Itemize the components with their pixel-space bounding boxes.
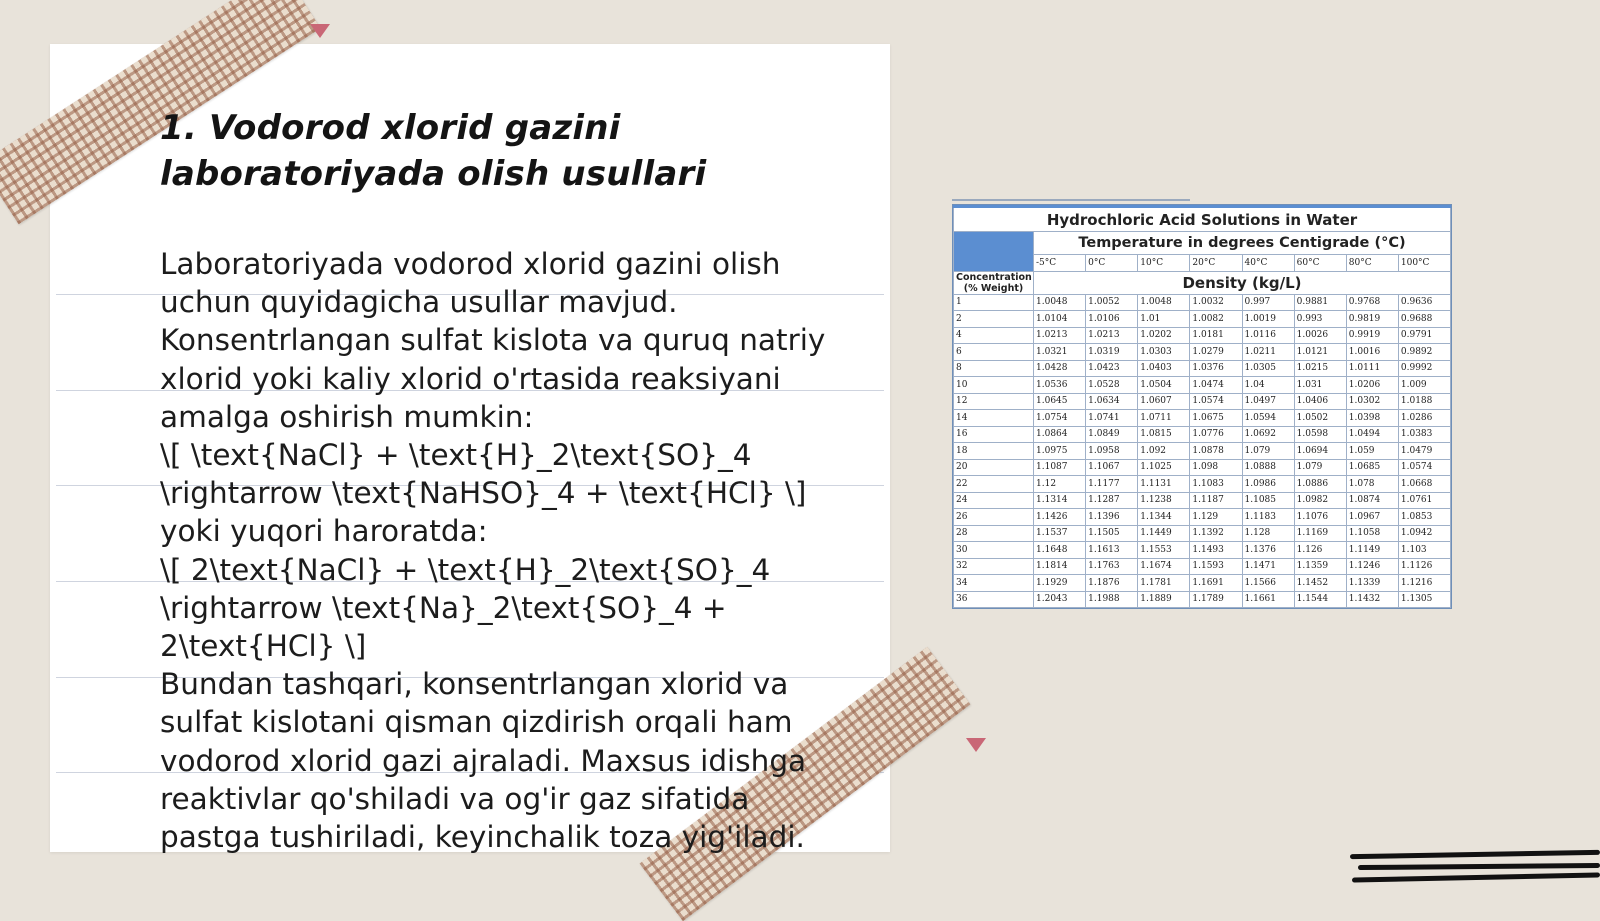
density-cell: 1.1537 (1034, 525, 1086, 542)
temperature-cell: 0°C (1086, 255, 1138, 272)
table-row (954, 591, 1451, 608)
density-cell: 1.1613 (1086, 542, 1138, 559)
density-cell: 1.1085 (1242, 492, 1294, 509)
density-cell: 1.092 (1138, 443, 1190, 460)
density-cell: 0.9892 (1398, 344, 1450, 361)
density-cell: 1.0019 (1242, 311, 1294, 328)
density-cell: 1.0111 (1346, 360, 1398, 377)
density-cell: 1.0942 (1398, 525, 1450, 542)
density-cell: 1.0213 (1034, 327, 1086, 344)
density-cell: 1.0574 (1398, 459, 1450, 476)
density-cell: 1.1648 (1034, 542, 1086, 559)
temperature-header: Temperature in degrees Centigrade (°C) (1034, 232, 1451, 255)
density-cell: 1.126 (1294, 542, 1346, 559)
table-row (954, 426, 1451, 443)
body-paragraph-intro: Laboratoriyada vodorod xlorid gazini olish uchun quyidagicha usullar mavjud. Konsentrlangan sulfat kislota va quruq natriy xlorid yoki kaliy xlorid o'rtasida reaksiyani amalga oshirish mumkin: (160, 247, 826, 434)
density-cell: 1.1876 (1086, 575, 1138, 592)
density-cell: 1.1126 (1398, 558, 1450, 575)
density-cell: 1.1544 (1294, 591, 1346, 608)
density-cell: 1.1763 (1086, 558, 1138, 575)
density-cell: 1.0958 (1086, 443, 1138, 460)
density-cell: 1.1781 (1138, 575, 1190, 592)
density-cell: 1.1344 (1138, 509, 1190, 526)
density-cell: 1.1376 (1242, 542, 1294, 559)
density-header: Density (kg/L) (1034, 271, 1451, 294)
density-cell: 1.0497 (1242, 393, 1294, 410)
density-cell: 1.0213 (1086, 327, 1138, 344)
body-equation-1: \[ \text{NaCl} + \text{H}_2\text{SO}_4 \rightarrow \text{NaHSO}_4 + \text{HCl} \] (160, 438, 807, 511)
density-cell: 1.0878 (1190, 443, 1242, 460)
density-cell: 1.0594 (1242, 410, 1294, 427)
concentration-cell: 28 (954, 525, 1034, 542)
density-cell: 1.1169 (1294, 525, 1346, 542)
density-cell: 1.1087 (1034, 459, 1086, 476)
density-cell: 1.2043 (1034, 591, 1086, 608)
concentration-cell: 16 (954, 426, 1034, 443)
density-cell: 0.993 (1294, 311, 1346, 328)
density-cell: 1.1661 (1242, 591, 1294, 608)
density-cell: 1.1493 (1190, 542, 1242, 559)
density-cell: 1.0279 (1190, 344, 1242, 361)
density-cell: 1.0536 (1034, 377, 1086, 394)
density-cell: 0.9688 (1398, 311, 1450, 328)
density-cell: 1.0321 (1034, 344, 1086, 361)
density-cell: 1.031 (1294, 377, 1346, 394)
density-cell: 1.0048 (1138, 294, 1190, 311)
density-cell: 1.1083 (1190, 476, 1242, 493)
density-cell: 1.0116 (1242, 327, 1294, 344)
density-cell: 1.0206 (1346, 377, 1398, 394)
density-cell: 0.9768 (1346, 294, 1398, 311)
density-cell: 1.009 (1398, 377, 1450, 394)
density-cell: 1.0383 (1398, 426, 1450, 443)
density-cell: 1.0528 (1086, 377, 1138, 394)
density-cell: 1.1553 (1138, 542, 1190, 559)
density-cell: 1.1076 (1294, 509, 1346, 526)
table-header-accent (954, 232, 1034, 272)
density-cell: 1.1691 (1190, 575, 1242, 592)
concentration-cell: 34 (954, 575, 1034, 592)
table-row (954, 459, 1451, 476)
concentration-header: Concentration (% Weight) (954, 271, 1034, 294)
concentration-cell: 2 (954, 311, 1034, 328)
concentration-cell: 18 (954, 443, 1034, 460)
concentration-cell: 1 (954, 294, 1034, 311)
density-cell: 1.0607 (1138, 393, 1190, 410)
density-cell: 1.0504 (1138, 377, 1190, 394)
density-cell: 1.1426 (1034, 509, 1086, 526)
density-cell: 1.0494 (1346, 426, 1398, 443)
concentration-cell: 8 (954, 360, 1034, 377)
density-cell: 1.1149 (1346, 542, 1398, 559)
density-table (953, 205, 1451, 608)
density-cell: 1.0668 (1398, 476, 1450, 493)
density-cell: 1.1471 (1242, 558, 1294, 575)
density-cell: 1.0048 (1034, 294, 1086, 311)
table-row (954, 393, 1451, 410)
density-cell: 1.1929 (1034, 575, 1086, 592)
body-paragraph-conclusion: Bundan tashqari, konsentrlangan xlorid va sulfat kislotani qisman qizdirish orqali ham vodorod xlorid gazi ajraladi. Maxsus idishga reaktivlar qo'shiladi va og'ir gaz sifatida pastga tushiriladi, keyinchalik toza yig'iladi. (160, 667, 807, 855)
density-cell: 1.1058 (1346, 525, 1398, 542)
temperature-cell: 10°C (1138, 255, 1190, 272)
temperature-cell: 40°C (1242, 255, 1294, 272)
decorative-lines (1350, 848, 1600, 888)
table-row (954, 344, 1451, 361)
table-row (954, 558, 1451, 575)
density-cell: 1.0754 (1034, 410, 1086, 427)
density-cell: 1.079 (1242, 443, 1294, 460)
density-cell: 1.1674 (1138, 558, 1190, 575)
density-cell: 1.1889 (1138, 591, 1190, 608)
density-cell: 1.1814 (1034, 558, 1086, 575)
density-cell: 1.0215 (1294, 360, 1346, 377)
density-cell: 1.0645 (1034, 393, 1086, 410)
density-cell: 0.9919 (1346, 327, 1398, 344)
concentration-cell: 10 (954, 377, 1034, 394)
density-cell: 1.1566 (1242, 575, 1294, 592)
concentration-cell: 22 (954, 476, 1034, 493)
concentration-cell: 32 (954, 558, 1034, 575)
temperature-cell: 60°C (1294, 255, 1346, 272)
concentration-cell: 6 (954, 344, 1034, 361)
density-cell: 1.0864 (1034, 426, 1086, 443)
table-row (954, 575, 1451, 592)
table-row (954, 327, 1451, 344)
density-cell: 1.0874 (1346, 492, 1398, 509)
density-cell: 0.9881 (1294, 294, 1346, 311)
density-cell: 1.1287 (1086, 492, 1138, 509)
density-cell: 1.0692 (1242, 426, 1294, 443)
density-cell: 1.0598 (1294, 426, 1346, 443)
concentration-cell: 20 (954, 459, 1034, 476)
density-cell: 1.0479 (1398, 443, 1450, 460)
table-row (954, 509, 1451, 526)
density-cell: 1.0302 (1346, 393, 1398, 410)
concentration-cell: 36 (954, 591, 1034, 608)
density-table-image (952, 204, 1452, 609)
table-row (954, 360, 1451, 377)
tape-corner-icon (966, 738, 986, 752)
table-row (954, 410, 1451, 427)
density-cell: 1.0319 (1086, 344, 1138, 361)
density-cell: 1.0886 (1294, 476, 1346, 493)
concentration-cell: 26 (954, 509, 1034, 526)
concentration-cell: 4 (954, 327, 1034, 344)
table-row (954, 311, 1451, 328)
temperature-cell: 80°C (1346, 255, 1398, 272)
density-cell: 1.1505 (1086, 525, 1138, 542)
density-cell: 1.0211 (1242, 344, 1294, 361)
table-row (954, 377, 1451, 394)
density-cell: 1.0967 (1346, 509, 1398, 526)
concentration-cell: 14 (954, 410, 1034, 427)
density-cell: 1.098 (1190, 459, 1242, 476)
density-cell: 1.0202 (1138, 327, 1190, 344)
concentration-cell: 30 (954, 542, 1034, 559)
density-cell: 1.1025 (1138, 459, 1190, 476)
density-cell: 1.12 (1034, 476, 1086, 493)
density-cell: 1.0853 (1398, 509, 1450, 526)
density-cell: 1.129 (1190, 509, 1242, 526)
body-equation-2: \[ 2\text{NaCl} + \text{H}_2\text{SO}_4 \rightarrow \text{Na}_2\text{SO}_4 + 2\text{HCl} \] (160, 552, 771, 664)
density-cell: 1.103 (1398, 542, 1450, 559)
density-cell: 1.1131 (1138, 476, 1190, 493)
density-cell: 1.0574 (1190, 393, 1242, 410)
density-cell: 1.0423 (1086, 360, 1138, 377)
table-row (954, 525, 1451, 542)
density-cell: 0.9992 (1398, 360, 1450, 377)
density-cell: 1.0776 (1190, 426, 1242, 443)
density-cell: 1.0849 (1086, 426, 1138, 443)
density-cell: 1.078 (1346, 476, 1398, 493)
density-cell: 1.1789 (1190, 591, 1242, 608)
density-cell: 1.0474 (1190, 377, 1242, 394)
density-cell: 1.01 (1138, 311, 1190, 328)
density-cell: 1.1305 (1398, 591, 1450, 608)
density-cell: 1.1183 (1242, 509, 1294, 526)
body-paragraph-condition: yoki yuqori haroratda: (160, 514, 488, 549)
density-cell: 1.0975 (1034, 443, 1086, 460)
density-cell: 0.9819 (1346, 311, 1398, 328)
density-cell: 1.1067 (1086, 459, 1138, 476)
density-cell: 1.1339 (1346, 575, 1398, 592)
table-row (954, 542, 1451, 559)
density-cell: 1.0305 (1242, 360, 1294, 377)
density-cell: 1.0032 (1190, 294, 1242, 311)
table-row (954, 492, 1451, 509)
density-cell: 1.1246 (1346, 558, 1398, 575)
density-cell: 1.1187 (1190, 492, 1242, 509)
table-row (954, 443, 1451, 460)
density-cell: 1.0052 (1086, 294, 1138, 311)
density-cell: 1.1396 (1086, 509, 1138, 526)
density-cell: 1.128 (1242, 525, 1294, 542)
temperature-cell: 100°C (1398, 255, 1450, 272)
slide-title: 1. Vodorod xlorid gazini laboratoriyada olish usullari (160, 108, 707, 194)
density-cell: 1.0888 (1242, 459, 1294, 476)
slide-body (160, 245, 850, 856)
density-cell: 1.0406 (1294, 393, 1346, 410)
density-cell: 1.1449 (1138, 525, 1190, 542)
density-cell: 1.0761 (1398, 492, 1450, 509)
density-cell: 1.0082 (1190, 311, 1242, 328)
density-cell: 1.1432 (1346, 591, 1398, 608)
tape-corner-icon (310, 24, 330, 38)
density-cell: 1.1216 (1398, 575, 1450, 592)
density-cell: 1.0303 (1138, 344, 1190, 361)
density-cell: 0.9791 (1398, 327, 1450, 344)
table-row (954, 476, 1451, 493)
density-cell: 1.0711 (1138, 410, 1190, 427)
density-cell: 1.0181 (1190, 327, 1242, 344)
density-cell: 1.059 (1346, 443, 1398, 460)
density-cell: 1.0104 (1034, 311, 1086, 328)
density-cell: 1.0428 (1034, 360, 1086, 377)
density-cell: 1.0741 (1086, 410, 1138, 427)
table-title: Hydrochloric Acid Solutions in Water (954, 207, 1451, 232)
density-cell: 1.0675 (1190, 410, 1242, 427)
density-cell: 1.0694 (1294, 443, 1346, 460)
table-row (954, 294, 1451, 311)
density-cell: 1.0016 (1346, 344, 1398, 361)
density-cell: 1.1314 (1034, 492, 1086, 509)
density-cell: 1.0121 (1294, 344, 1346, 361)
density-cell: 1.0982 (1294, 492, 1346, 509)
density-cell: 1.1392 (1190, 525, 1242, 542)
density-cell: 1.0685 (1346, 459, 1398, 476)
density-cell: 1.0398 (1346, 410, 1398, 427)
density-cell: 1.0188 (1398, 393, 1450, 410)
density-cell: 1.1452 (1294, 575, 1346, 592)
density-cell: 1.0376 (1190, 360, 1242, 377)
density-cell: 1.0403 (1138, 360, 1190, 377)
concentration-cell: 12 (954, 393, 1034, 410)
density-cell: 1.0026 (1294, 327, 1346, 344)
density-cell: 1.1359 (1294, 558, 1346, 575)
density-cell: 1.0502 (1294, 410, 1346, 427)
concentration-cell: 24 (954, 492, 1034, 509)
density-cell: 1.0986 (1242, 476, 1294, 493)
density-cell: 0.997 (1242, 294, 1294, 311)
density-cell: 1.1593 (1190, 558, 1242, 575)
density-cell: 1.1988 (1086, 591, 1138, 608)
density-cell: 1.0106 (1086, 311, 1138, 328)
table-top-line (952, 199, 1190, 201)
temperature-cell: 20°C (1190, 255, 1242, 272)
density-cell: 1.079 (1294, 459, 1346, 476)
density-cell: 1.1177 (1086, 476, 1138, 493)
density-cell: 1.1238 (1138, 492, 1190, 509)
density-cell: 1.0815 (1138, 426, 1190, 443)
density-cell: 1.0634 (1086, 393, 1138, 410)
density-cell: 0.9636 (1398, 294, 1450, 311)
density-cell: 1.0286 (1398, 410, 1450, 427)
density-cell: 1.04 (1242, 377, 1294, 394)
temperature-cell: -5°C (1034, 255, 1086, 272)
